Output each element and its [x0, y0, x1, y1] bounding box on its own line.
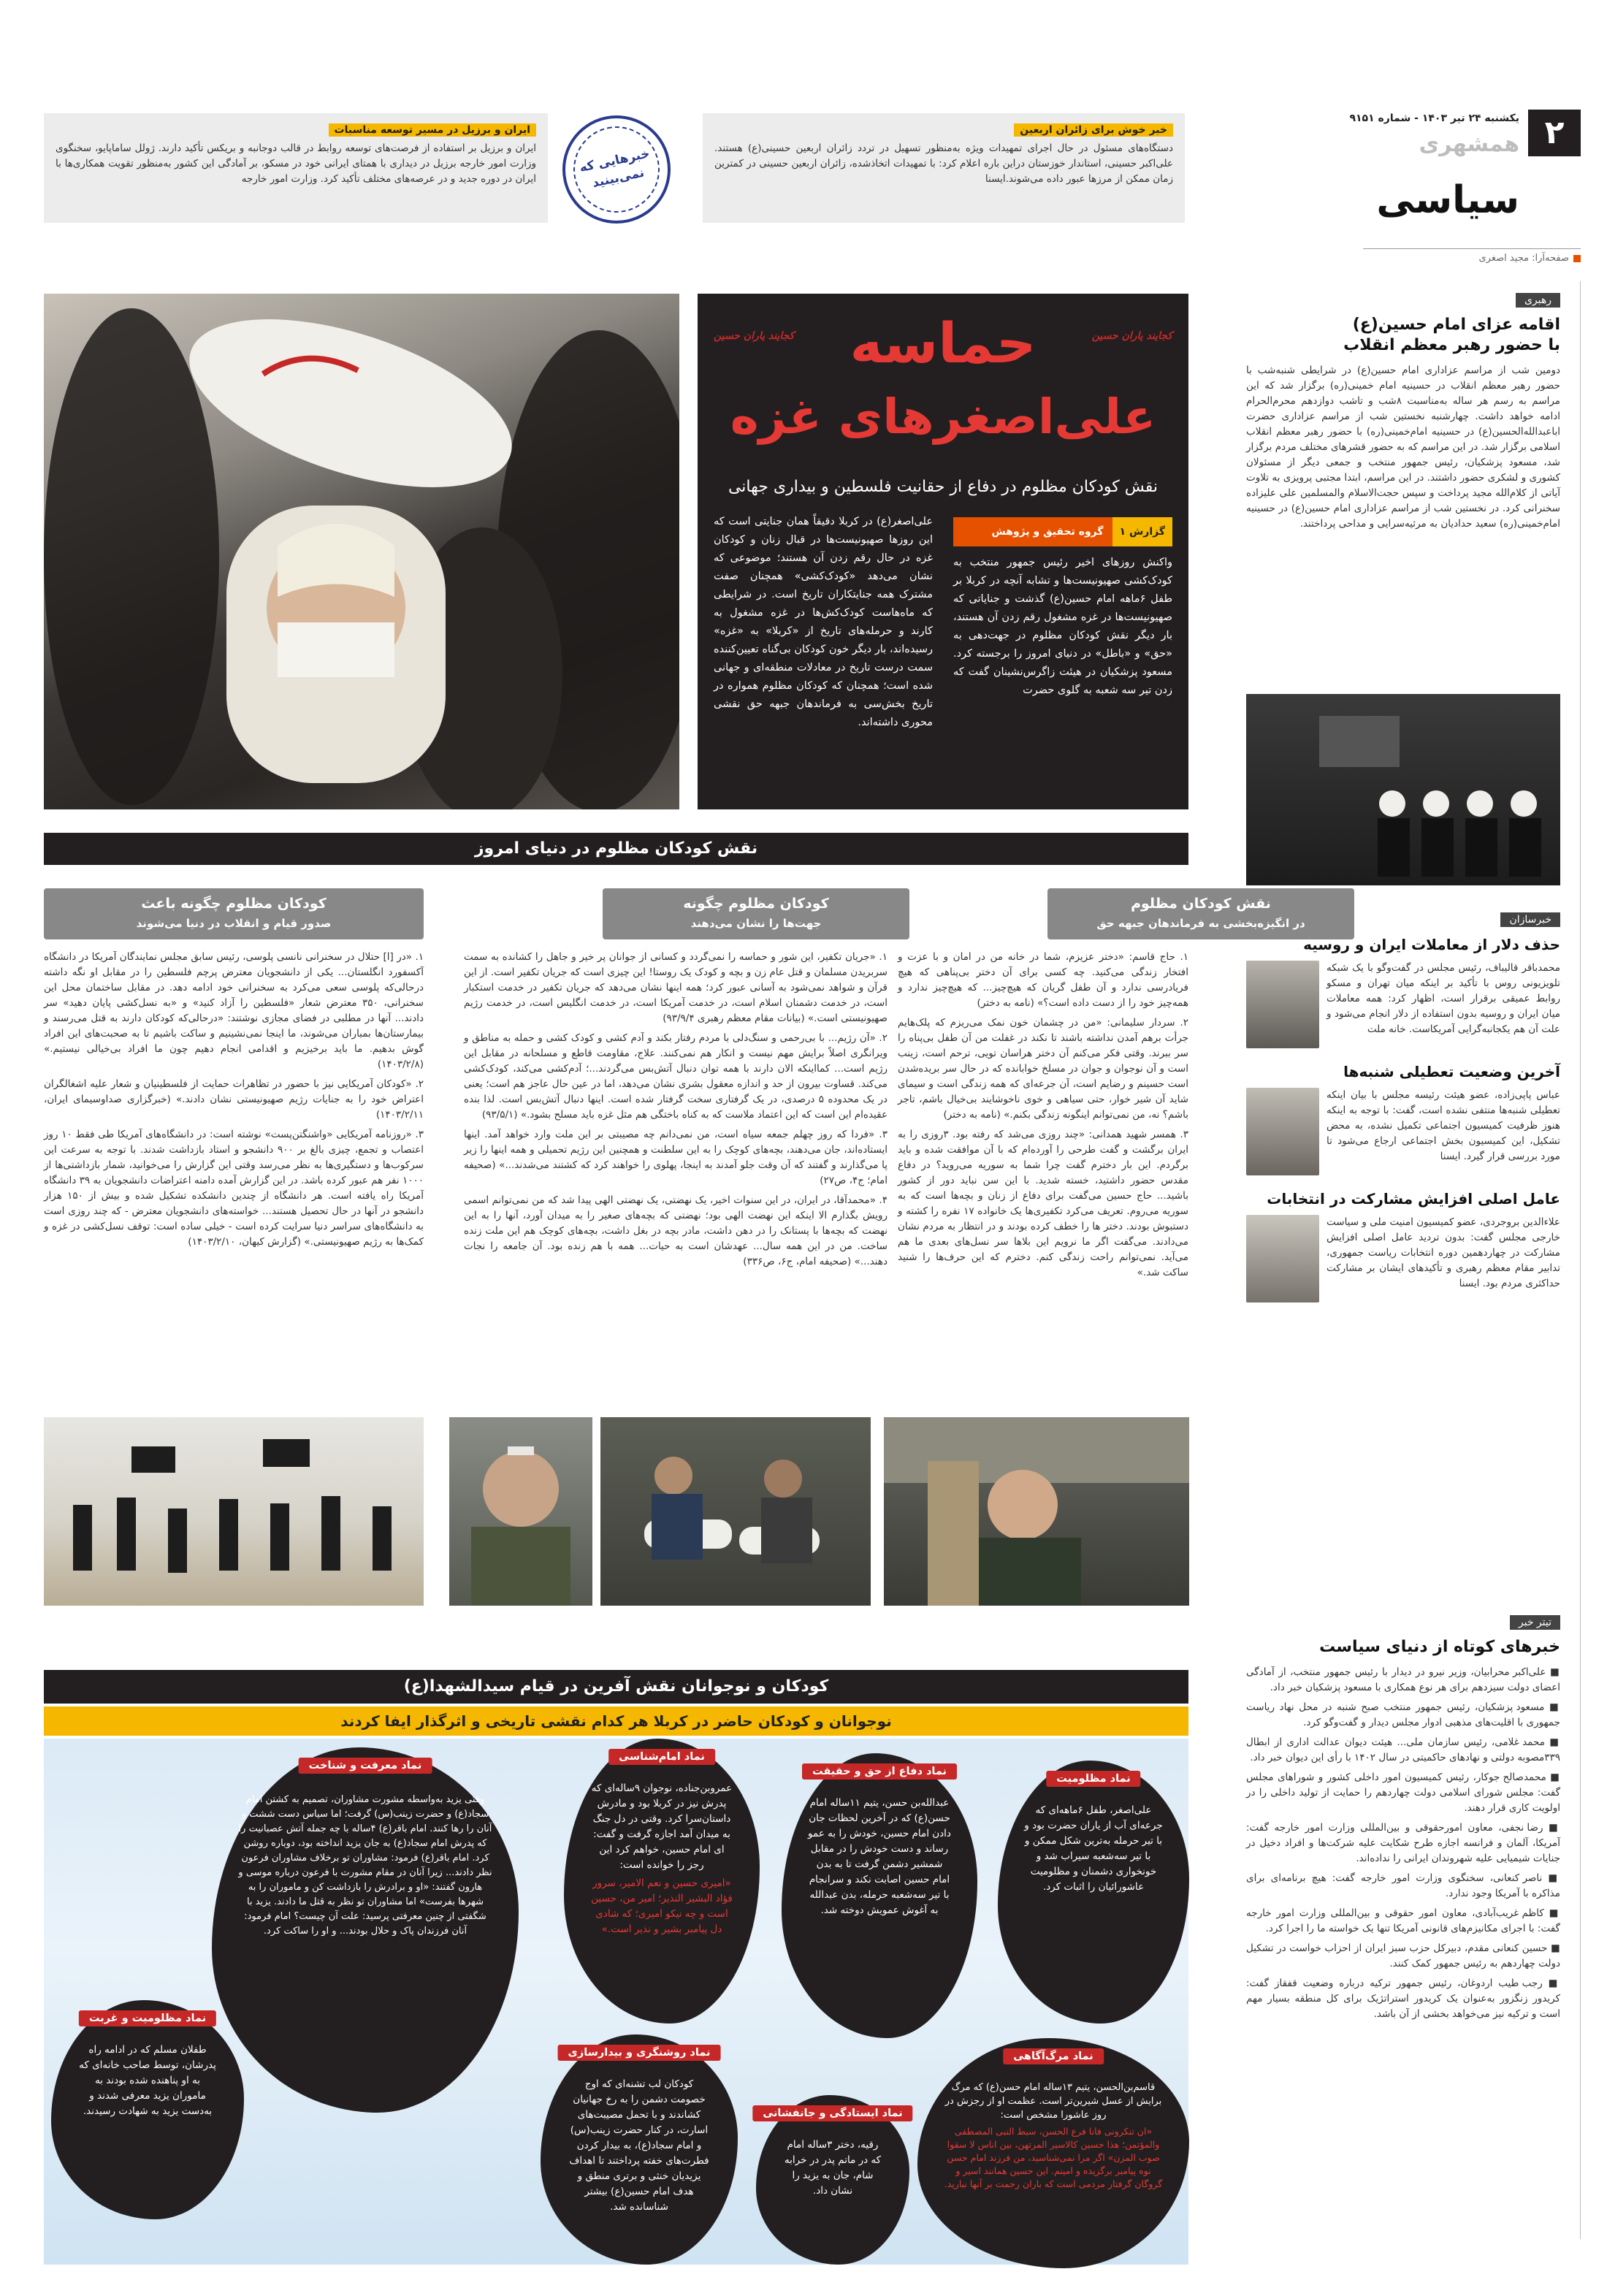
column-2-body [464, 950, 888, 1274]
photo-protest-black-flags [44, 1417, 424, 1606]
section-bar [44, 833, 1188, 865]
column-3-para: ۲. «کودکان آمریکایی نیز با حضور در تظاهرات حمایت از فلسطینیان و شعار علیه اشغالگران اعتراض خود را به جنایات رژیم صهیونیستی نشان دادند.» (خبرگزاری صداوسیمای ایران، ۱۴۰۳/۲/۱۱) [44, 1078, 424, 1121]
column-3-para: ۱. «در [ا] حتلال در سخنرانی نانسی پلوسی، رئیس سابق مجلس نمایندگان آمریکا در دانشگاه آکسفورد انگلستان... یکی از دانشجویان معترض پرچم فلسطین را در مقابل او نگه داشته درحالی‌که پلوسی سعی می‌کرد به سخنرانی خود ادامه دهد. در مقابل ساختمان محل این سخنرانی، ۳۵۰ معترض شعار «فلسطین را آزاد کنید» و «به نسل‌کشی پایان دهید» سر دادند... آنها در مطلبی در فضای مجازی نوشتند: «درحالی‌که کودکان دارند به قتل می‌رسند و بیمارستان‌ها بمباران می‌شوند، ما اینجا نمی‌نشینیم و ساکت باشیم تا به صحبت‌های این افراد گوش بدهیم. ما باید برخیزیم و اقدامی انجام دهیم چون ما افراد بی‌خیالی نیستیم.» (۱۴۰۳/۲/۸) [44, 951, 424, 1070]
main-story-panel [698, 294, 1188, 809]
column-2-para: ۴. «محمدآقا، در ایران، در این سنوات اخیر، یک نهضتی، یک نهضتی الهی پیدا شد که من نمی‌توانم اسمی رویش بگذارم الا اینکه این نهضت الهی بود؛ نهضتی که بچه‌های صغیر را به میدان آورد، آنها را به این نهضت که بچه‌ها با پستانک را در دهن داشت، مادر بچه در بغل داشت، بچه‌های کوچک هم این ملت زنده ساخت. من در این همه سال... عهدشان است به حیات... همه با هم زنده بود. آن جامعه را نجات دهند...» (صحیفه امام، ج۶، ص۳۳۶) [464, 1194, 888, 1267]
top-news-left-body: ایران و برزیل بر استفاده از فرصت‌های توسعه روابط در قالب دوجانبه و بریکس تأکید دارند. ژولل ساماپایو، سخنگوی وزارت امور خارجه برزیل در دیداری با همتای ایرانی خود در مسکو، بر آمادگی این کشور به‌منظور تقویت همکاری‌ها با ایران در دوره جدید و در عرصه‌های مختلف تأکید کرد. وزارت امور خارجه [56, 142, 536, 185]
calligraphy-right: کجایند یاران حسین [1091, 330, 1172, 342]
bubble-mazlumiyat-gharbat: نماد مظلومیت و غربت طفلان مسلم که در ادامه راه پدرشان، توسط صاحب خانه‌ای که به او پناهنده شده بودند به ماموران یزید معرفی شدند و به‌دست یزید به شهادت رسیدند. [51, 2000, 244, 2219]
list-item: ■ محمد غلامی، رئیس سازمان ملی... هیئت دیوان عدالت اداری از ابطال ۳۳۹مصوبه دولتی و نهادهای حاکمیتی در سال ۱۴۰۲ با رأی این دیوان خبر داد. [1246, 1736, 1560, 1763]
sidebar-parliament-label: خبرسازان [1500, 912, 1560, 927]
photo-leader-drawing [1246, 694, 1560, 885]
photo-soleimani [884, 1417, 1189, 1606]
calligraphy-left: کجایند یاران حسین [714, 330, 795, 342]
column-2-title: کودکان مظلوم چگونه جهت‌ها را نشان می‌دهند [603, 888, 909, 939]
avatar [1246, 1215, 1319, 1303]
list-item: ■ ناصر کنعانی، سخنگوی وزارت امور خارجه گفت: هیچ برنامه‌ای برای مذاکره با آمریکا وجود ندارد. [1246, 1872, 1561, 1899]
news-stamp: خبرهایی که نمی‌بینید [552, 105, 681, 234]
list-item: ■ حسین کنعانی مقدم، دبیرکل حزب سبز ایران از احزاب خواست در تشکیل دولت چهاردهم به رئیس جمهور کمک کنند. [1246, 1942, 1561, 1969]
main-subtitle: نقش کودکان مظلوم در دفاع از حقانیت فلسطین و بیداری جهانی [728, 478, 1159, 496]
photo-funeral-children [600, 1417, 871, 1606]
photo-hamedani [449, 1417, 592, 1606]
sidebar-divider [1580, 281, 1581, 2239]
bubble-imam-shenasi: نماد امام‌شناسی عمروبن‌جناده، نوجوان ۹ساله‌ای که پدرش نیز در کربلا بود و مادرش داستان‌سرا کرد. وقتی در دل جنگ به میدان آمد اجازه گرفت و گفت: ای امام حسین، خواهم کرد این رجز را خوانده است: «امیری حسین و نعم الامیر، سرور فؤاد البشیر النذیر؛ امیر من، حسین است و چه نیکو امیری؛ که شادی دل پیامبر بشیر و نذیر است.» [564, 1739, 760, 2024]
main-story-col-right: واکنش روزهای اخیر رئیس جمهور منتخب به کودک‌کشی صهیونیست‌ها و تشابه آنچه در کربلا بر طفل ۶ماهه امام حسین(ع) گذشت و جنایاتی که صهیونیست‌ها در غزه مشغول رقم زدن آن هستند، بار دیگر نقش کودکان مظلوم در جهت‌دهی به «حق» و «باطل» در دنیای امروز را برجسته کرد. مسعود پزشکیان در هیئت زاگرس‌نشینان گفت که زدن تیر سه شعبه به گلوی حضرت [953, 557, 1172, 696]
column-1-title: نقش کودکان مظلوم در انگیزه‌بخشی به فرماندهان جبهه حق [1047, 888, 1354, 939]
column-2-para: ۳. «فردا که روز چهلم جمعه سیاه است، من نمی‌دانم چه مصیبتی بر این ملت وارد خواهد آمد. اینها ایستاده‌اند، جان می‌دهند، بچه‌های کوچک را به این سلطنت و همچنین این رژیم تحمیلی و همه اینها را زیر پا می‌گذارند و گفتند که آن وقت جلو آمدند به اینجا، پهلوی را خواهند کرد که کشتند می‌شدند...» (صحیفه امام؛ ج۴، ص۲۷) [464, 1129, 888, 1186]
sidebar-leader [1246, 292, 1560, 532]
top-news-right-body: دستگاه‌های مسئول در حال اجرای تمهیدات ویژه به‌منظور تسهیل در تردد زائران اربعین حسینی(ع) هستند. علی‌اکبر حسینی، استاندار خوزستان دراین باره اعلام کرد: با تمهیدات اتخاذشده، زائران اربعین حسینی در کمترین زمان ممکن از مرزها عبور داده می‌شوند.ایسنا [714, 142, 1173, 185]
list-item: ■ علی‌اکبر محرابیان، وزیر نیرو در دیدار با رئیس جمهور منتخب، از آمادگی اعضای دولت سیزدهم برای هر نوع همکاری با مسعود پزشکیان خبر داد. [1246, 1666, 1560, 1693]
bottom-section-subtitle: نوجوانان و کودکان حاضر در کربلا هر کدام نقشی تاریخی و اثرگذار ایفا کردند [44, 1706, 1188, 1736]
sidebar-brief [1246, 1614, 1560, 2026]
photo-soleimani-drawing [884, 1417, 1189, 1606]
sidebar-brief-headline: خبرهای کوتاه از دنیای سیاست [1319, 1638, 1560, 1656]
bubble-marg-agahi: نماد مرگ‌آگاهی قاسم‌بن‌الحسن، یتیم ۱۳ساله امام حسن(ع) که مرگ برایش از عسل شیرین‌تر است. عظمت او از رجزش در روز عاشورا مشخص است: «ان تنکرونی فانا فرع الحسن، سبط النبی المصطفی والمؤتمن؛ هذا حسین کالاسیر المرتهن، بین اناس لا سقوا صوب المزن» اگر مرا نمی‌شناسید، من فرزند امام حسن نوه پیامبر برگزیده و امینم. این حسین همانند اسیر و گروگان گرفتار مردمی است که باران رحمت بر آنها نبارید. [917, 2038, 1189, 2268]
editor-line: صفحه‌آرا: مجید اصغری [1363, 253, 1581, 264]
top-news-right [703, 113, 1185, 223]
report-label: گزارش ۱ [1112, 517, 1172, 546]
column-3-body [44, 950, 424, 1254]
list-item: ■ مسعود پزشکیان، رئیس جمهور منتخب صبح شنبه در محل نهاد ریاست جمهوری با اقلیت‌های مذهبی ادوار مجلس دیدار و گفت‌وگو کرد. [1246, 1701, 1560, 1728]
lead-photo-drawing [44, 294, 679, 809]
page-number: ۲ [1528, 110, 1581, 156]
list-item: ■ محمدصالح جوکار، رئیس کمیسیون امور داخلی کشور و شوراهای مجلس گفت: مجلس شورای اسلامی دولت چهاردهم را حمایت از تولید داخلی را در اولویت کاری قرار دهند. [1246, 1771, 1560, 1814]
top-news-left-headline: ایران و برزیل در مسیر توسعه مناسبات [56, 122, 536, 137]
column-2-para: ۲. «آن رژیم... با بی‌رحمی و سنگ‌دلی با مردم رفتار بکند و آدم کشی و کودک کشی و حمله به مناطق و ویرانگری اصلاً برایش مهم نیست و انکار هم نمی‌کنند. علاج، مقاومت قاطع و مسلحانه در مقابل این رژیم است... کمااینکه الان دارند با همه توان دنبال آتش‌بس می‌گردند...؛ آدم‌کشی می‌کند، کودک‌کشی می‌کند. قساوت بیرون از حد و اندازه معقول بشری نشان می‌دهد، اما در عین حال عاجز هم است؛ یعنی در یک محدوده ۵ درصدی، در یک گرفتاری سخت گرفتار شده است. اینها دنبال آتش‌بس است. لذا بنده عقیده‌ام این است که این اعتماد ملاست که به کناه باختگی هم مثل غزه باید مسلح بشود.» (۹۳/۵/۱) [464, 1032, 888, 1121]
report-group: گروه تحقیق و پژوهش [953, 517, 1112, 546]
bubble-mazlumiyat: نماد مظلومیت علی‌اصغر، طفل ۶ماهه‌ای که جرعه‌ای آب از یاران حضرت بود و با تیر حرمله به‌ترین شکل ممکن و با تیر سه‌شعبه سیراب شد و خونخواری دشمنان و مظلومیت عاشورائیان را اثبات کرد. [998, 1761, 1189, 2024]
sidebar-leader-label: رهبری [1516, 293, 1560, 308]
section-name: سیاسی [1376, 178, 1519, 222]
accent-square-icon [1573, 255, 1581, 262]
main-title-line1: حماسه [850, 310, 1037, 375]
list-item: ■ رضا نجفی، معاون امورحقوقی و بین‌المللی وزارت امور خارجه گفت: آمریکا، آلمان و فرانسه اجازه طرح شکایت علیه شرکت‌ها و افراد دخیل در جنایات شیمیایی علیه شهروندان ایرانی را نداده‌اند. [1246, 1822, 1560, 1864]
sidebar-leader-headline-2: با حضور رهبر معظم انقلاب [1343, 336, 1560, 354]
section-bar-title: نقش کودکان مظلوم در دنیای امروز [474, 839, 758, 858]
column-1-body [898, 950, 1188, 1285]
sidebar-news-item: آخرین وضعیت تعطیلی شنبه‌ها عباس پاپی‌زاده، عضو هیئت رئیسه مجلس با بیان اینکه تعطیلی شنبه‌ها منتفی نشده است، گفت: با توجه به اینکه هنوز ظرفیت کمیسیون اجتماعی تکمیل نشده، به محض تشکیل، این کمیسیون بخش اجتماعی ارجاع می‌شود تا مورد بررسی قرار گیرد. ایسنا [1246, 1061, 1560, 1175]
list-item: ■ رجب طیب اردوغان، رئیس جمهور ترکیه درباره وضعیت قفقاز گفت: کریدور زنگزور به‌عنوان یک کریدور استراتژیک برای کل منطقه بسیار مهم است و ترکیه نیز می‌خواهد بخشی از آن باشد. [1246, 1977, 1561, 2020]
photo-funeral-drawing [600, 1417, 871, 1606]
sidebar-brief-label: تیتر خبر [1510, 1615, 1560, 1630]
photo-leader-ceremony [1246, 694, 1560, 885]
column-3-title: کودکان مظلوم چگونه باعث صدور قیام و انقلاب در دنیا می‌شوند [44, 888, 424, 939]
sidebar-brief-list [1246, 1665, 1560, 2022]
column-3-para: ۳. «روزنامه آمریکایی «واشنگتن‌پست» نوشته است: در دانشگاه‌های آمریکا طی فقط ۱۰ روز اعتصاب و تجمع، چیزی بالغ بر ۹۰۰ دانشجو و استاد بازداشت شدند. با توجه به سرعت این سرکوب‌ها و دستگیری‌ها به نظر می‌رسد وقتی این گزارش را می‌خوانید، شمار بازداشتی‌ها از ۱۰۰۰ نفر هم عبور کرده باشد. در این گزارش آمده دامنه اعتراضات دانشجویان به ۳۹ دانشگاه آمریکا راه یافته است. هر دانشگاه از چندین دانشکده تشکیل شده و بیش از ۱۵۰ هزار دانشجو در آنها در حال تحصیل هستند... خواسته‌های دانشجویان معترض - که چند روزی است به دانشگاه‌های سراسر دنیا سرایت کرده است - خیلی ساده است: توقف نسل‌کشی در غزه و کمک‌ها به رژیم صهیونیستی.» (گزارش کیهان، ۱۴۰۳/۲/۱۰) [44, 1129, 424, 1248]
sidebar-leader-body: دومین شب از مراسم عزاداری امام حسین(ع) در شرایطی شنبه‌شب با حضور رهبر معظم انقلاب در حسینیه امام خمینی(ره) برگزار شد که این مراسم به رسم هر ساله به‌مناسبت ۸شب و تاشب دوازدهم محرم‌الحرام ادامه خواهد داشت. چهارشنبه نخستین شب از مراسم عزاداری حضرت اباعبدالله‌الحسین(ع) در حسینیه امام‌خمینی(ره) با حضور رهبر معظم انقلاب اسلامی برگزار شد. در این مراسم که به حضور قشرهای مختلف مردم برگزار شد، مسعود پزشکیان، رئیس جمهور منتخب و جمعی دیگر از مسئولان کشوری و لشکری حضور داشتند. در این مراسم، ابتدا مجتبی پرویزی به تلاوت آیاتی از کلام‌الله مجید پرداخت و سپس حجت‌الاسلام والمسلمین علی علیزاده سخنرانی کرد. در نخستین شب از مراسم عزاداری امام حسین(ع) در حسینیه امام‌خمینی(ره) سعید حدادیان به مرثیه‌سرایی و مداحی پرداختند. [1246, 365, 1560, 530]
bubble-defa-haq: نماد دفاع از حق و حقیقت عبدالله‌بن حسن، یتیم ۱۱ساله امام حسن(ع) که در آخرین لحظات جان دادن امام حسین، خودش را به عمو رساند و دست خودش را در مقابل شمشیر دشمن گرفت تا به بدن امام حسین اصابت نکند و سرانجام با تیر سه‌شعبه حرمله، بدن عبدالله به آغوش عمویش دوخته شد. [782, 1753, 977, 2038]
bottom-section-title: کودکان و نوجوانان نقش آفرین در قیام سیدالشهدا(ع) [403, 1677, 829, 1696]
sidebar-parliament [1246, 912, 1560, 1303]
top-news-right-headline: خبر خوش برای زائران اربعین [714, 122, 1173, 137]
sidebar-leader-headline-1: اقامه عزای امام حسین(ع) [1352, 316, 1560, 334]
avatar [1246, 1088, 1319, 1175]
paper-logo: همشهری [1419, 131, 1519, 157]
column-1-para: ۳. همسر شهید همدانی: «چند روزی می‌شد که رفته بود. ۳روزی را به ایران برگشت و گفت طرحی را آورده‌ام که با آن موافقت شده و باید برگردم. این بار دخترم گفت چرا شما به سوریه می‌روید؟ در دفاع مقدس حضور داشتید، خسته شدید. با این سن نباید دور از کشور باشید... حاج حسین می‌گفت برای دفاع از زنان و بچه‌ها است که به سوریه می‌روم. تعریف می‌کرد تکفیری‌ها یک خانواده ۱۷ نفره را کشته و دستبوش بودند. دختر ها را خطف کرده بودند و در انتظار به مردم نشان می‌دادند. می‌گفت اگر ما نرویم این بلاها سر نسل‌های بعدی ما هم می‌آید. نمی‌توانم راحت زندگی کنم. دخترم که این حرف‌ها را شنید ساکت شد.» [898, 1129, 1188, 1278]
main-story-col-left: علی‌اصغر(ع) در کربلا دقیقاً همان جنایتی است که این روزها صهیونیست‌ها در قبال زنان و کودکان غزه در حال رقم زدن آن هستند؛ موضوعی که نشان می‌دهد «کودک‌کشی» همچنان صفت مشترک همه جنایتکاران تاریخ است. در شرایطی که ماه‌هاست کودک‌کش‌ها در غزه مشغول به کارند و حرمله‌های تاریخ از «کربلا» به «غزه» رسیده‌اند، بار دیگر خون کودکان بی‌گناه تعیین‌کننده سمت درست تاریخ در معادلات منطقه‌ای و جهانی شده است؛ همچنان که کودکان مظلوم همواره در تاریخ بخش‌سی به فرماندهان جبهه حق نقشی محوری داشته‌اند. [714, 516, 933, 728]
sidebar-news-item: عامل اصلی افزایش مشارکت در انتخابات علاءالدین بروجردی، عضو کمیسیون امنیت ملی و سیاست خارجی مجلس گفت: بدون تردید عامل اصلی افزایش مشارکت در چهاردهمین دوره انتخابات ریاست جمهوری، تدابیر مقام معظم رهبری و تأکیدهای ایشان بر مشارکت حداکثری مردم بود. ایسنا [1246, 1189, 1560, 1303]
column-1-para: ۱. حاج قاسم: «دختر عزیزم، شما در خانه من در امان و با عزت و افتخار زندگی می‌کنید. چه کسی برای آن دختر بی‌پناهی که هیچ فریادرسی ندارد و آن طفل گریان که هیچ‌چیز... که هیچ‌چیز ندارد و همه‌چیز خود را از دست داده است؟» (نامه به دختر) [898, 951, 1188, 1009]
top-news-left [44, 113, 548, 223]
bubble-roshangari: نماد روشنگری و بیدارسازی کودکان لب تشنه‌ای که اوج خصومت دشمن را به رخ جهانیان کشاندند و با تحمل مصیبت‌های اسارت، در کنار حضرت زینب(س) و امام سجاد(ع)، به بیدار کردن فطرت‌های خفته پرداختند تا اهداف یزیدیان خنثی و برتری منطق و هدف امام حسین(ع) بیشتر شناسانده شد. [541, 2034, 738, 2265]
photo-protest-drawing [44, 1417, 424, 1606]
bubble-istadegi: نماد ایستادگی و جانفشانی رقیه، دختر ۳ساله امام که در ماتم پدر در خرابه شام، جان به یزید را نشان داد. [756, 2095, 909, 2265]
lead-photo-child-shroud [44, 294, 679, 809]
masthead [1349, 110, 1581, 274]
sidebar-news-item: حذف دلار از معاملات ایران و روسیه محمدباقر قالیباف، رئیس مجلس در گفت‌وگو با یک شبکه تلویزیونی روس با تأکید بر اینکه میان تهران و مسکو روابط عمیقی برقرار است، اظهار کرد: همه معاملات میان ایران و روسیه بدون استفاده از دلار انجام می‌شود و علت آن هم یکجانبه‌گرایی آمریکاست. خانه ملت [1246, 934, 1560, 1048]
bubble-marefat: نماد معرفت و شناخت وقتی یزید به‌واسطه مشورت مشاوران، تصمیم به کشتن امام سجاد(ع) و حضرت زینب(س) گرفت؛ اما سیاس دست ششت و آنان را رها کنند. امام باقر(ع) ۴ساله با چه جمله آتش عصبانیت را که پدرش امام سجاد(ع) به جان یزید انداخته بود، دوباره روشن کرد. امام باقر(ع) فرمود: مشاوران تو برخلاف مشاوران فرعون نظر دادند... زیرا آنان در مقام مشورت با فرعون درباره موسی و هارون گفتند: «او و برادرش را بازداشت کن و ماموران را به شهرها بفرست» اما مشاوران تو نظر به قتل ما دادند. یزید با شگفتی از چنین معرفتی پرسید: علت آن چیست؟ امام فرمود: آنان فرزندان پاک و حلال بودند... و او را ساکت کرد. [212, 1747, 519, 2113]
column-2-para: ۱. «جریان تکفیر، این شور و حماسه را نمی‌گردد و کسانی از جوانان پر خیر و جاهل را کشانده به سمت سربریدن مسلمان و قتل عام زن و بچه و کودک یک روستا! این چیزی است که جریان تکفیر است. از این قرآن و شواهد نمی‌شود به آسانی عبور کرد؛ همه اینها نشان می‌دهد که جریان تکفیر در خدمت استکبار است، در خدمت دشمنان اسلام است، در خدمت آمریکا است، در خدمت انگلیس است، در خدمت رژیم صهیونیستی است.» (بیانات مقام معظم رهبری ۹۳/۹/۴) [464, 951, 888, 1024]
main-title-line2: علی‌اصغرهای غزه [730, 389, 1156, 445]
avatar [1246, 961, 1319, 1048]
report-label-box [953, 517, 1172, 546]
list-item: ■ کاظم غریب‌آبادی، معاون امور حقوقی و بین‌المللی وزارت امور خارجه گفت: با اجرای مکانیزم‌های قانونی آمریکا تنها یک خواسته ما را اجرا کرد. [1246, 1907, 1560, 1934]
column-1-para: ۲. سردار سلیمانی: «من در چشمان خون نمک می‌ریزم که پلک‌هایم جرأت برهم آمدن نداشته باشند تا نکند در غفلت من آن طفل بی‌پناه را سر ببرند. وقتی فکر می‌کنم آن دختر هراسان تویی، ترحم است، زینب است و آن نوجوان و جوان در مسلخ خوابانده که در حال سر بریده‌شدن است حسینم و رضایم است، آن جرعه‌ای که همه زندگی است و سیمای شاید آن شیر خوار، حتی سیاهی و خوی ناخوشایند بی‌خیال باشم، تاجر باشم؟ نه، من نمی‌توانم اینگونه زندگی بکنم.» (نامه به دختر) [898, 1017, 1188, 1121]
photo-hamedani-drawing [449, 1417, 592, 1606]
issue-date: یکشنبه ۲۴ تیر ۱۴۰۳ - شماره ۹۱۵۱ [1349, 112, 1519, 124]
bottom-section-bar [44, 1670, 1188, 1704]
